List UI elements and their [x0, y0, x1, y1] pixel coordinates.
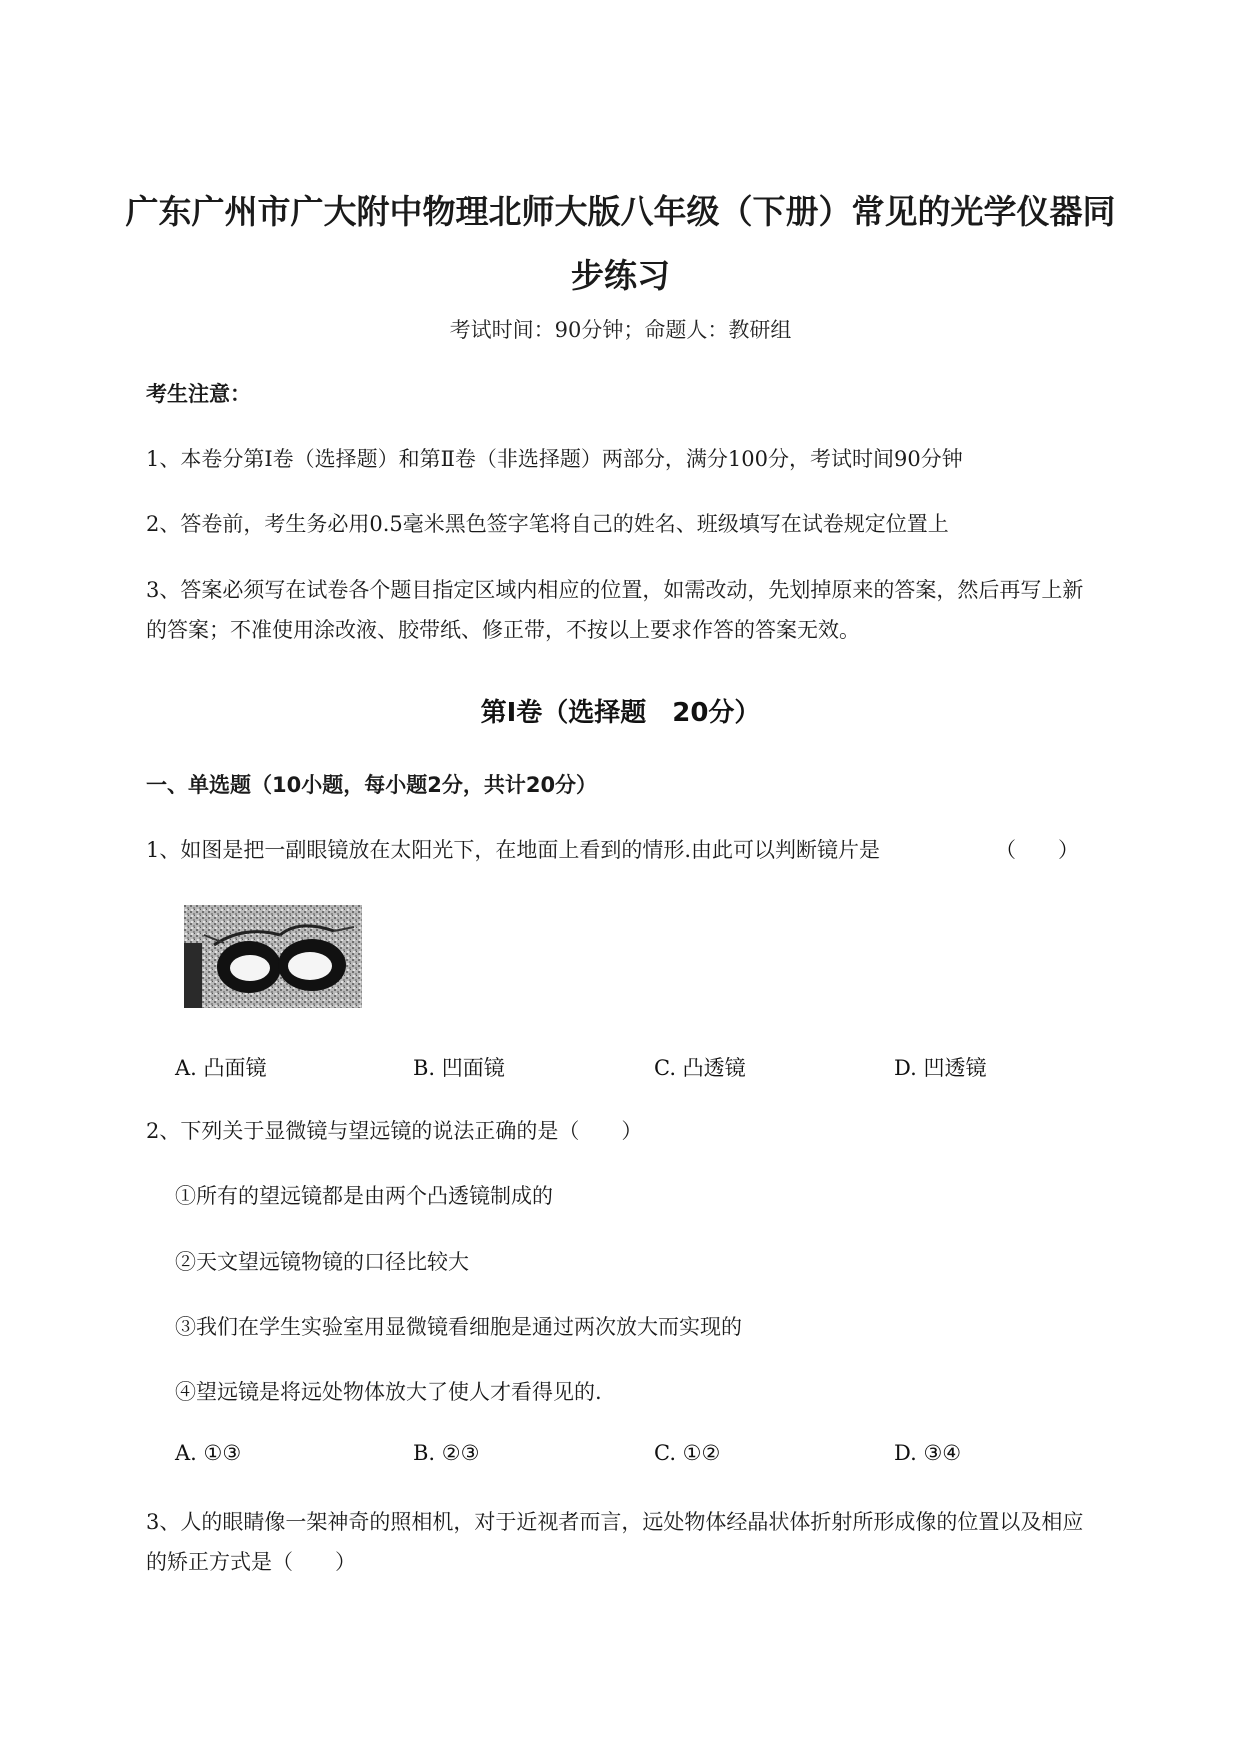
q1-option-b[interactable]: B. 凹面镜 [413, 1056, 505, 1080]
q2-statement-2: ②天文望远镜物镜的口径比较大 [175, 1250, 469, 1274]
notice-item-2: 2、答卷前，考生务必用0.5毫米黑色签字笔将自己的姓名、班级填写在试卷规定位置上 [146, 512, 949, 536]
glasses-shadow-photo-icon [184, 905, 362, 1008]
q2-statement-3: ③我们在学生实验室用显微镜看细胞是通过两次放大而实现的 [175, 1315, 742, 1339]
q3-stem-line1: 3、人的眼睛像一架神奇的照相机，对于近视者而言，远处物体经晶状体折射所形成像的位置以及相应 [146, 1510, 1084, 1534]
q1-answer-blank: （ ） [995, 838, 1079, 862]
notice-item-1: 1、本卷分第Ⅰ卷（选择题）和第Ⅱ卷（非选择题）两部分，满分100分，考试时间90分钟 [146, 447, 963, 471]
q2-option-a[interactable]: A. ①③ [175, 1441, 242, 1465]
q2-stem: 2、下列关于显微镜与望远镜的说法正确的是（ ） [146, 1119, 643, 1143]
q2-option-d[interactable]: D. ③④ [894, 1441, 962, 1465]
q1-option-c[interactable]: C. 凸透镜 [654, 1056, 746, 1080]
exam-meta: 考试时间：90分钟；命题人：教研组 [449, 318, 792, 342]
q1-option-a[interactable]: A. 凸面镜 [175, 1056, 267, 1080]
q1-option-d[interactable]: D. 凹透镜 [894, 1056, 987, 1080]
doc-title-line1: 广东广州市广大附中物理北师大版八年级（下册）常见的光学仪器同 [125, 192, 1116, 231]
notice-item-3-cont: 的答案；不准使用涂改液、胶带纸、修正带，不按以上要求作答的答案无效。 [146, 618, 860, 642]
doc-title-line2: 步练习 [571, 256, 670, 295]
q2-option-c[interactable]: C. ①② [654, 1441, 721, 1465]
part-heading: 一、单选题（10小题，每小题2分，共计20分） [146, 773, 598, 797]
q1-stem: 1、如图是把一副眼镜放在太阳光下，在地面上看到的情形.由此可以判断镜片是 [146, 838, 881, 862]
notice-heading: 考生注意： [146, 382, 251, 406]
q3-stem-line2: 的矫正方式是（ ） [146, 1550, 356, 1574]
q2-statement-4: ④望远镜是将远处物体放大了使人才看得见的. [175, 1380, 602, 1404]
q2-statement-1: ①所有的望远镜都是由两个凸透镜制成的 [175, 1184, 553, 1208]
q2-option-b[interactable]: B. ②③ [413, 1441, 480, 1465]
notice-item-3: 3、答案必须写在试卷各个题目指定区域内相应的位置，如需改动，先划掉原来的答案，然后再写上新 [146, 578, 1084, 602]
section-title: 第Ⅰ卷（选择题 20分） [480, 698, 761, 728]
